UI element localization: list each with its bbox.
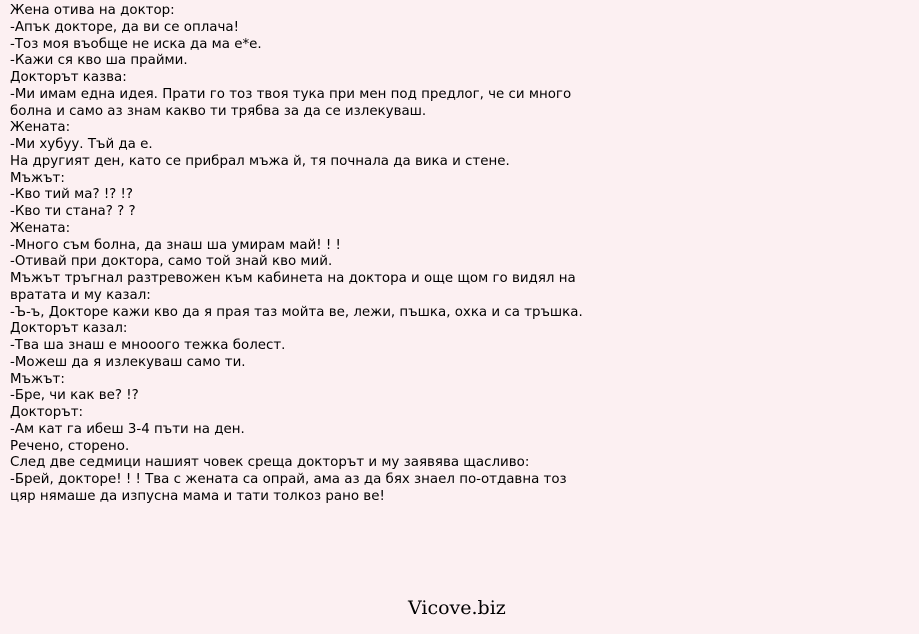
text-line: -Тва ша знаш е мнооого тежка болест. [10, 338, 286, 353]
text-line: цяр нямаше да изпусна мама и тати толкоз рано ве! [10, 488, 385, 504]
text-line: На другият ден, като се прибрал мъжа й, тя почнала да вика и стене. [10, 153, 510, 169]
text-line: болна и само аз знам какво ти трябва за да се излекуваш. [10, 103, 427, 119]
text-line: -Ам кат га ибеш 3-4 пъти на ден. [10, 421, 245, 437]
text-line: Речено, сторено. [10, 438, 130, 454]
text-line: -Брей, докторе! ! ! Тва с жената са опрай, ама аз да бях знаел по-отдавна тоз [10, 472, 567, 487]
text-line: -Можеш да я излекуваш само ти. [10, 354, 246, 370]
text-line: Докторът: [10, 405, 84, 420]
text-line: -Отивай при доктора, само той знай кво мий. [10, 254, 333, 270]
text-line: -Апък докторе, да ви се оплача! [10, 19, 239, 35]
text-line: Докторът казал: [10, 321, 128, 337]
text-line: -Бре, чи как ве? !? [10, 388, 139, 404]
text-line: Докторът казва: [10, 70, 127, 85]
joke-text [10, 3, 890, 506]
text-line: -Кво ти стана? ? ? [10, 204, 136, 219]
text-line: Мъжът тръгнал разтревожен към кабинета на доктора и още щом го видял на [10, 271, 576, 286]
site-watermark: Vicove.biz [408, 597, 506, 619]
text-line: -Ъ-ъ, Докторе кажи кво да я прая таз мойта ве, лежи, пъшка, охка и са тръшка. [10, 304, 583, 320]
text-line: -Ми имам една идея. Прати го тоз твоя тука при мен под предлог, че си много [10, 86, 572, 102]
text-line: -Ми хубуу. Тъй да е. [10, 137, 153, 152]
text-line: Жената: [10, 120, 71, 136]
text-line: -Кажи ся кво ша прайми. [10, 53, 188, 69]
text-line: -Много съм болна, да знаш ша умирам май! ! ! [10, 237, 341, 253]
text-line: вратата и му казал: [10, 287, 151, 303]
text-line: -Тоз моя въобще не иска да ма е*е. [10, 36, 262, 52]
text-line: След две седмици нашият човек среща докторът и му заявява щасливо: [10, 455, 530, 471]
text-line: Мъжът: [10, 371, 65, 387]
text-line: Мъжът: [10, 170, 65, 186]
text-line: -Кво тий ма? !? !? [10, 187, 134, 203]
text-line: Жената: [10, 220, 71, 236]
text-line: Жена отива на доктор: [10, 3, 175, 18]
